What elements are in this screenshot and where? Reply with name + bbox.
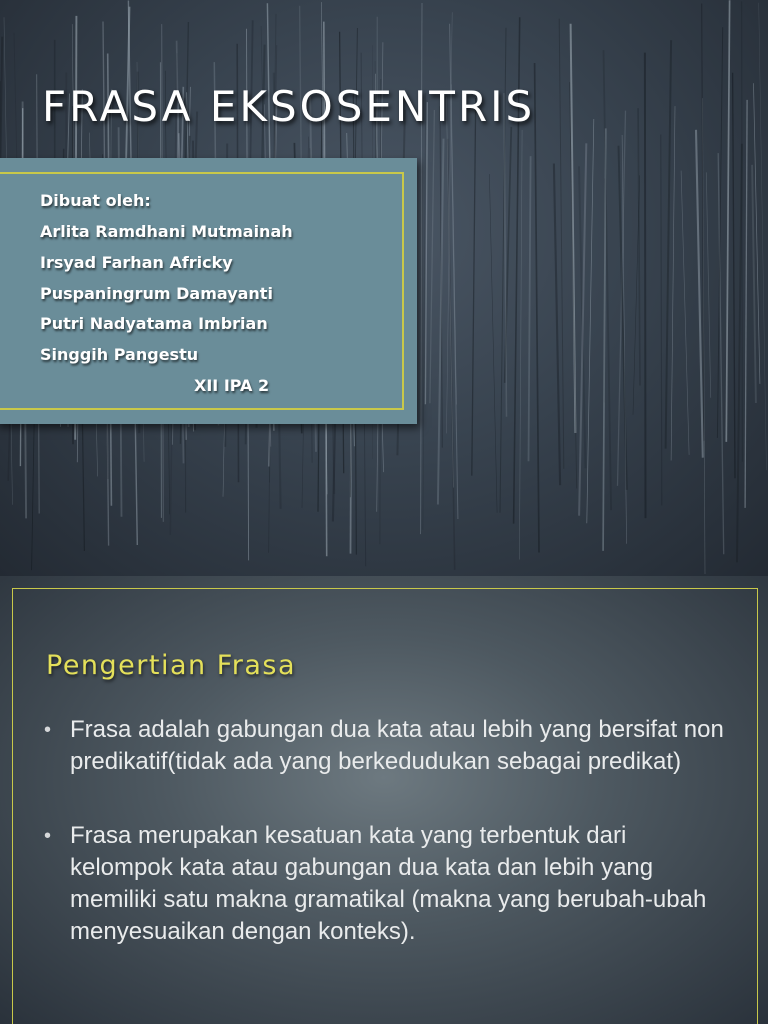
- background-streak: [733, 73, 735, 479]
- class-label: XII IPA 2: [194, 376, 270, 395]
- background-streak: [745, 100, 747, 508]
- bullet-item: [44, 714, 734, 778]
- background-streak: [718, 153, 724, 554]
- background-streak: [638, 108, 640, 385]
- background-streak: [737, 144, 742, 563]
- background-streak: [430, 110, 435, 403]
- background-streak: [706, 172, 710, 397]
- bullet-list: [44, 714, 734, 990]
- author-name: Putri Nadyatama Imbrian: [40, 314, 268, 333]
- author-name: Irsyad Farhan Africky: [40, 253, 233, 272]
- bullet-text: Frasa merupakan kesatuan kata yang terbentuk dari kelompok kata atau gabungan dua kata dan lebih yang memiliki satu makna gramatikal (makna yang berubah-ubah menyesuaikan dengan konteks).: [70, 822, 707, 945]
- background-streak: [696, 130, 703, 458]
- background-streak: [451, 84, 456, 404]
- bullet-dot-icon: •: [44, 825, 52, 847]
- background-streak: [671, 106, 675, 460]
- background-streak: [759, 3, 767, 470]
- definition-slide: [0, 576, 768, 1024]
- bullet-text: Frasa adalah gabungan dua kata atau lebih yang bersifat non predikatif(tidak ada yang berkedudukan sebagai predikat): [70, 716, 724, 775]
- background-streak: [666, 40, 672, 448]
- background-streak: [742, 1, 743, 461]
- background-streak: [423, 93, 426, 530]
- background-streak: [661, 135, 662, 506]
- background-streak: [472, 98, 476, 476]
- background-streak: [519, 130, 522, 560]
- background-streak: [529, 156, 531, 461]
- bullet-item: [44, 820, 734, 948]
- background-streak: [425, 102, 427, 404]
- background-streak: [489, 174, 497, 513]
- background-streak: [681, 171, 689, 455]
- background-streak: [645, 53, 646, 518]
- background-streak: [570, 82, 577, 488]
- background-streak: [554, 164, 560, 486]
- author-name: Arlita Ramdhani Mutmainah: [40, 222, 293, 241]
- background-streak: [559, 19, 564, 469]
- author-name: Puspaningrum Damayanti: [40, 284, 273, 303]
- slide-heading: Pengertian Frasa: [46, 650, 297, 681]
- credits-heading: Dibuat oleh:: [40, 191, 151, 210]
- bullet-dot-icon: •: [44, 719, 52, 741]
- slide-title: FRASA EKSOSENTRIS: [42, 82, 536, 131]
- background-streak: [752, 165, 756, 403]
- author-name: Singgih Pangestu: [40, 345, 199, 364]
- background-streak: [587, 119, 594, 523]
- background-streak: [535, 63, 539, 553]
- background-streak: [726, 0, 729, 442]
